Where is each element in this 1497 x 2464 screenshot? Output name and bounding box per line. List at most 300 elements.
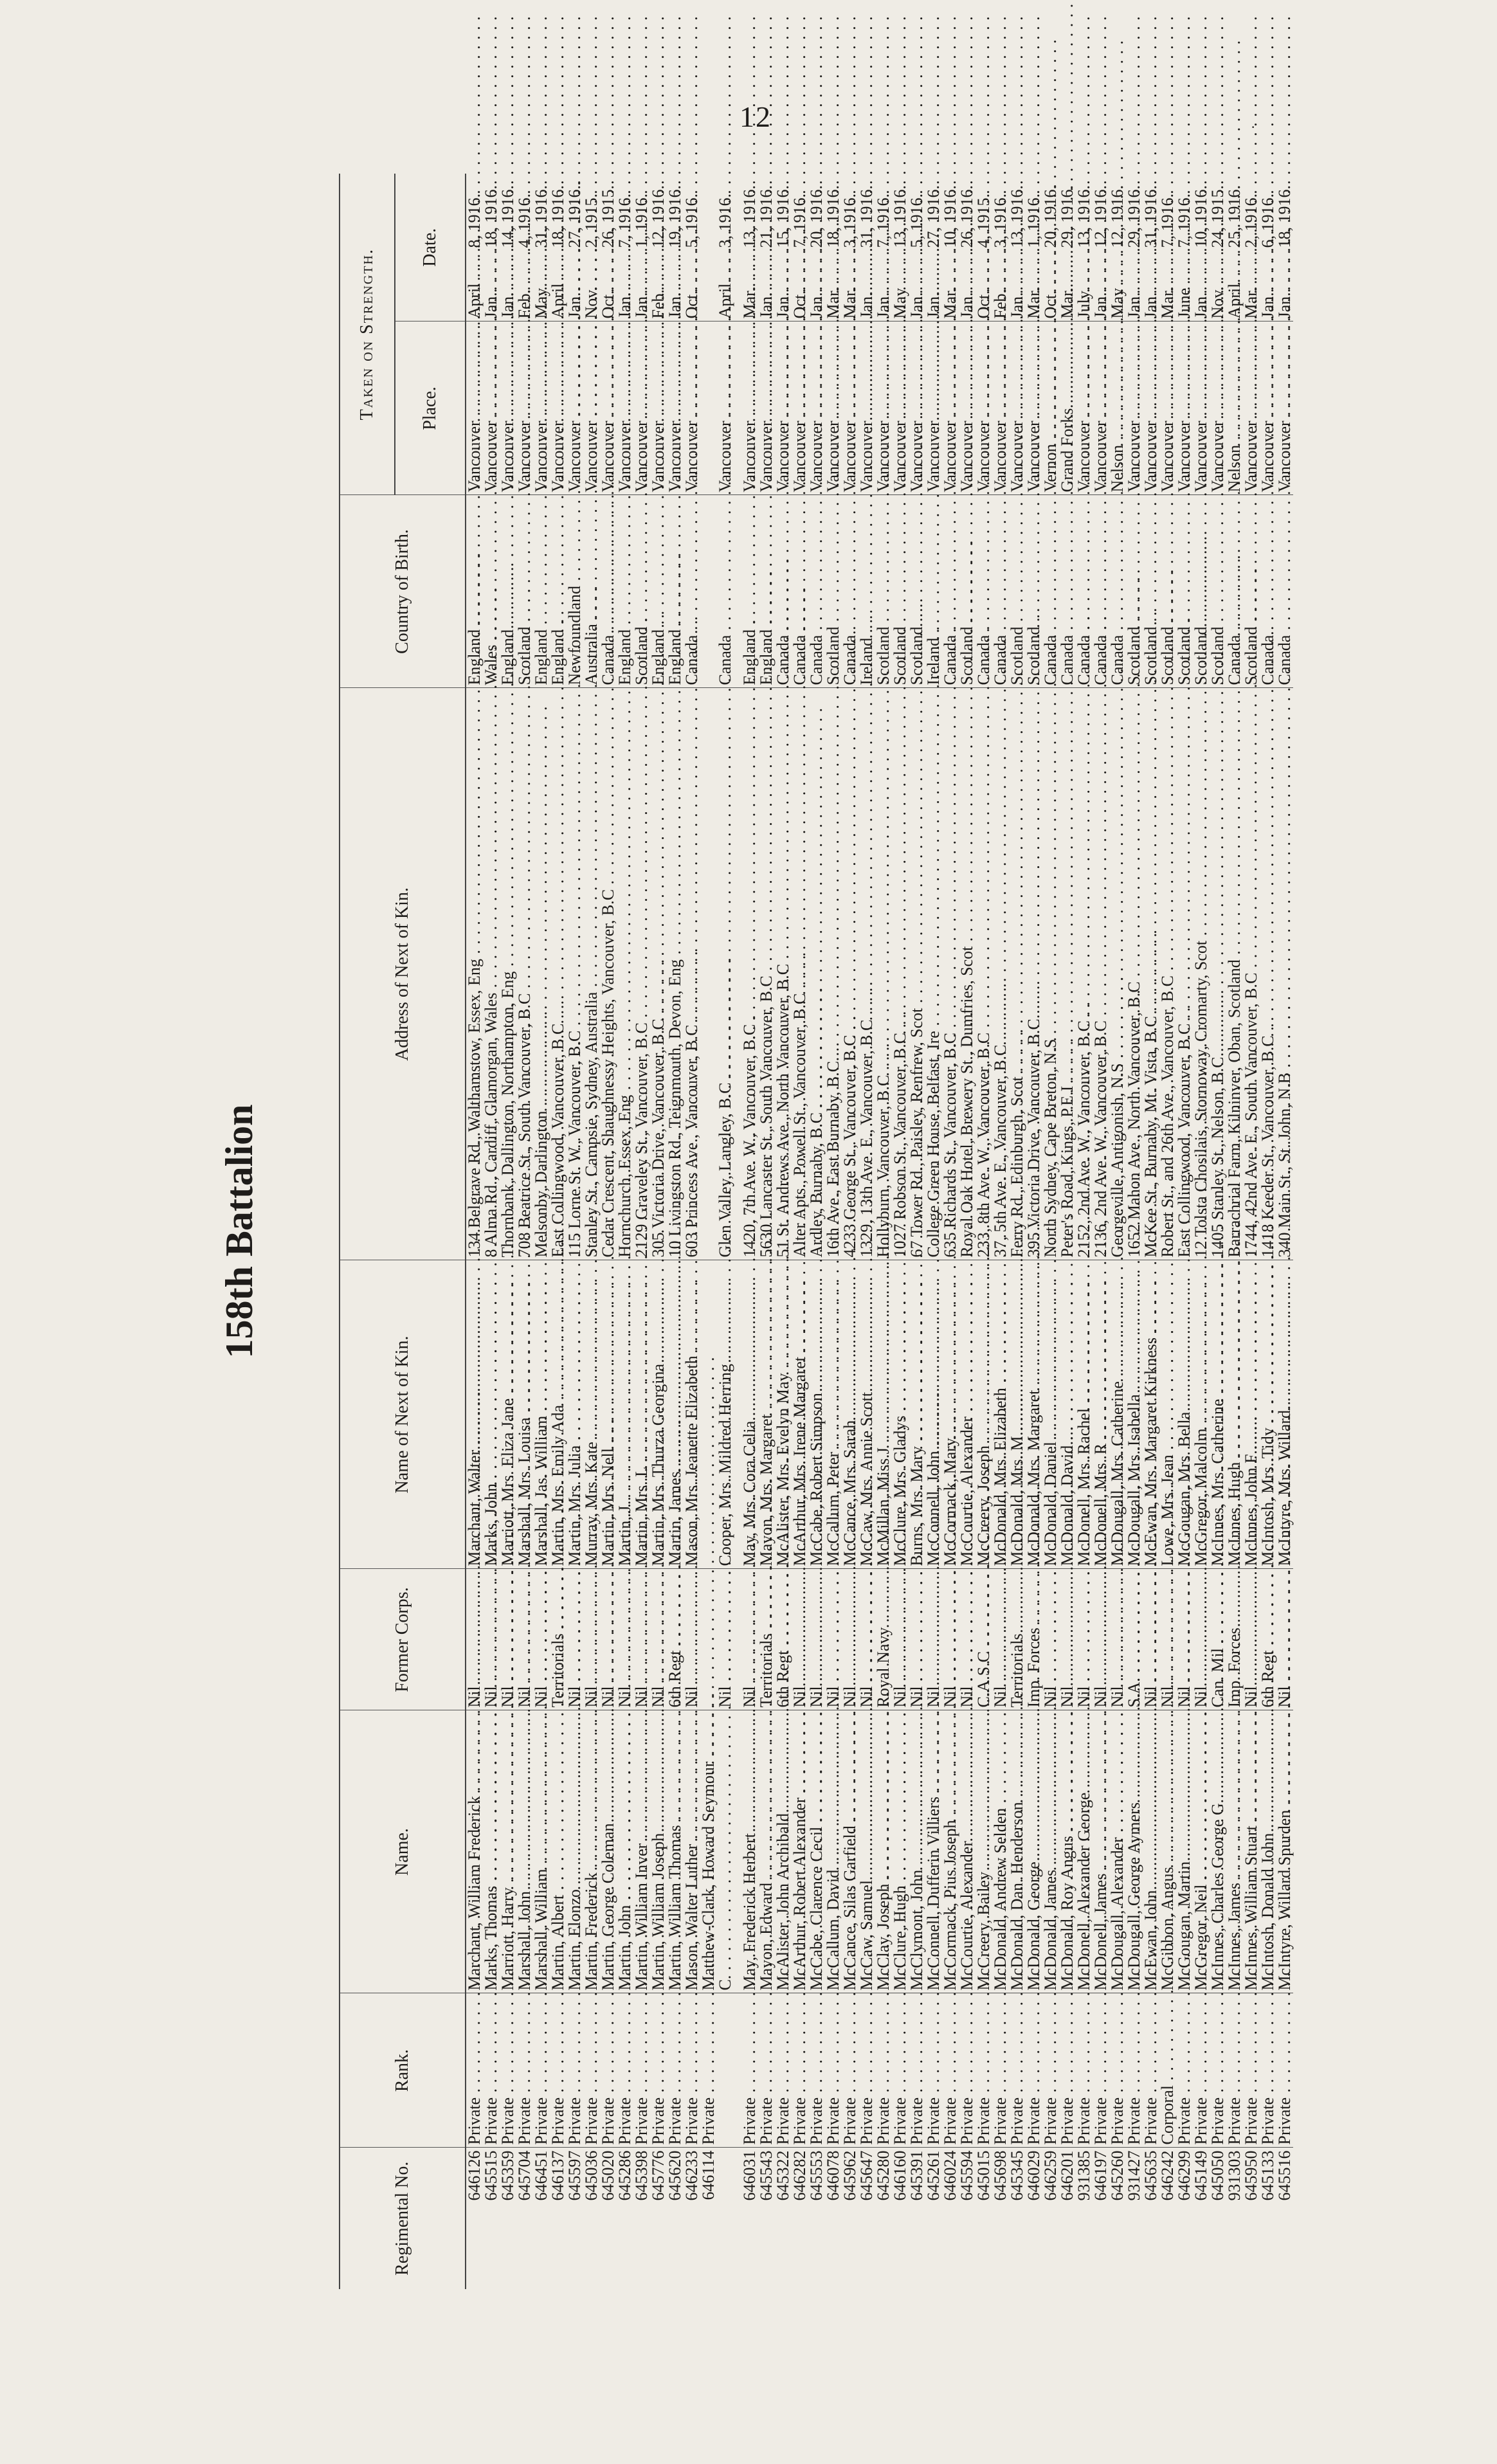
next-of-kin-cell	[717, 1260, 734, 1569]
country-cell-text: Canada . . .	[1108, 230, 1127, 685]
address-cell	[667, 688, 684, 1260]
name-cell-text: Martin, George Coleman . . .	[599, 1418, 617, 1990]
next-of-kin-cell	[650, 1260, 667, 1569]
regimental-no-cell-text: 646114	[699, 2150, 718, 2200]
date-month: Jan.	[666, 292, 684, 319]
place-cell	[858, 322, 875, 495]
rank-cell	[858, 1993, 875, 2148]
former-corps-cell	[550, 1569, 567, 1710]
next-of-kin-cell-text: McInnes, John F . . .	[1242, 1049, 1260, 1566]
table-row	[466, 174, 483, 2289]
rank-cell	[483, 1993, 500, 2148]
date-cell	[1276, 174, 1293, 322]
country-cell-text: Scotland . . .	[1141, 222, 1160, 685]
former-corps-cell	[1193, 1569, 1210, 1710]
stray-mark: ·	[1251, 119, 1256, 135]
former-corps-cell-text: Nil . . .	[857, 1281, 876, 1707]
regimental-no-cell	[650, 2148, 667, 2289]
name-cell-text: McDonald, George . . .	[1024, 1456, 1043, 1990]
place-cell-text: Vancouver . . .	[874, 15, 893, 492]
date-month: Jan.	[615, 292, 634, 319]
regimental-no-cell	[717, 2148, 734, 2289]
name-cell-text: McGregor, Neil . . .	[1192, 1479, 1210, 1990]
date-day-year: 10, 1916.	[1192, 185, 1210, 248]
rank-cell	[959, 1993, 975, 2148]
name-cell	[1193, 1710, 1210, 1993]
name-cell-text: McArthur, Robert Alexander . . .	[790, 1392, 809, 1990]
name-cell	[1226, 1710, 1243, 1993]
place-cell-text: Vancouver . . .	[941, 15, 959, 492]
rank-cell-text: Private . . .	[498, 1692, 517, 2145]
next-of-kin-cell-text: McDonell, Mrs. R . . .	[1091, 1038, 1110, 1566]
next-of-kin-cell-text: McGregor, Malcolm . . .	[1192, 1023, 1210, 1566]
next-of-kin-cell-text: Murray, Mrs. Kate . . .	[582, 1037, 601, 1566]
rank-cell	[684, 1993, 700, 2148]
regimental-no-cell-text: 645020	[599, 2150, 617, 2201]
address-cell-text: Robert St., and 26th Ave., Vancouver, B.C . . .	[1158, 570, 1177, 1258]
address-cell-text: Melsonby, Darlington . . .	[532, 706, 550, 1258]
address-cell-text: North Sydney, Cape Breton, N.S . . .	[1041, 634, 1060, 1258]
place-cell-text: Vancouver . . .	[957, 15, 976, 492]
name-cell	[1143, 1710, 1159, 1993]
country-cell-text: England . . .	[465, 224, 484, 685]
date-day-year: 3, 1916.	[716, 194, 734, 248]
address-cell-text: Hornchurch, Essex, Eng . . .	[615, 690, 634, 1258]
country-cell-text: Scotland . . .	[824, 222, 842, 685]
address-cell	[1176, 688, 1193, 1260]
rank-cell	[667, 1993, 684, 2148]
rank-cell-text: Private . . .	[941, 1692, 959, 2145]
next-of-kin-cell-text: McGougan, Mrs. Bella . . .	[1175, 1007, 1193, 1566]
name-cell-text: McDonell, Alexander George . . .	[1075, 1388, 1093, 1991]
address-cell	[516, 688, 533, 1260]
rank-cell	[717, 1993, 734, 2148]
regimental-no-cell-text: 931303	[1225, 2150, 1244, 2201]
address-cell-text: Ardley, Burnaby, B.C . . .	[807, 707, 826, 1258]
regimental-no-cell-text: 645391	[907, 2150, 926, 2201]
regimental-no-cell	[1009, 2148, 1026, 2289]
place-cell	[550, 322, 567, 495]
table-row	[875, 174, 892, 2289]
address-cell-text: Thornbank, Dallington, Northampton, Eng . . .	[498, 566, 517, 1258]
former-corps-cell-text: Nil . . .	[1175, 1281, 1193, 1707]
regimental-no-cell	[533, 2148, 550, 2289]
former-corps-cell-text: Nil . . .	[649, 1281, 667, 1707]
date-month: Mar.	[941, 287, 959, 319]
regimental-no-cell-text: 645553	[807, 2150, 826, 2201]
next-of-kin-cell-text: McDougall, Mrs. Catherine . . .	[1108, 976, 1127, 1566]
place-cell	[516, 322, 533, 495]
regimental-no-cell-text: 646197	[1091, 2150, 1110, 2201]
address-cell	[1193, 688, 1210, 1260]
address-cell-text: East Collingwood, Vancouver, B.C . . .	[1175, 619, 1193, 1258]
name-cell-text: McClure, Hugh . . .	[891, 1480, 909, 1990]
country-cell-text: Scotland . . .	[1008, 222, 1026, 685]
address-cell	[1143, 688, 1159, 1260]
address-cell-text: College Green House, Belfast, Ire . . .	[924, 626, 943, 1257]
regimental-no-cell-text: 646031	[740, 2150, 759, 2201]
rank-cell-text: Private . . .	[1141, 1692, 1160, 2145]
address-cell-text: 4233 George St., Vancouver, B.C . . .	[840, 630, 859, 1257]
next-of-kin-cell	[975, 1260, 992, 1569]
place-cell-text: Vancouver . . .	[807, 15, 826, 492]
date-cell	[717, 174, 734, 322]
rank-cell-text: Private . . .	[790, 1692, 809, 2145]
date-cell	[875, 174, 892, 322]
address-cell	[500, 688, 516, 1260]
next-of-kin-cell-text: Marshall, Mrs. Louisa . . .	[515, 1012, 534, 1566]
table-row	[808, 174, 825, 2289]
next-of-kin-cell	[1143, 1260, 1159, 1569]
country-cell-text: Canada . . .	[1275, 230, 1294, 685]
name-cell-text: Martin, William Thomas . . .	[666, 1420, 684, 1990]
name-cell	[1026, 1710, 1042, 1993]
former-corps-cell	[1026, 1569, 1042, 1710]
place-cell-text: Vancouver . . .	[1141, 15, 1160, 492]
address-cell-text: East Collingwood, Vancouver, B.C . . .	[549, 619, 567, 1258]
next-of-kin-cell	[483, 1260, 500, 1569]
country-cell	[1059, 495, 1076, 688]
date-cell	[650, 174, 667, 322]
date-cell	[1042, 174, 1059, 322]
country-cell-text: England . . .	[649, 224, 667, 685]
former-corps-cell	[792, 1569, 808, 1710]
next-of-kin-cell-text: McCourtie, Alexander . . .	[957, 1011, 976, 1566]
place-cell	[567, 322, 583, 495]
former-corps-cell	[1126, 1569, 1143, 1710]
country-cell	[1009, 495, 1026, 688]
next-of-kin-cell	[792, 1260, 808, 1569]
place-cell-text: Vancouver . . .	[582, 15, 601, 492]
name-cell-text: McCourtie, Alexander . . .	[957, 1436, 976, 1991]
table-row	[758, 174, 775, 2289]
country-cell	[959, 495, 975, 688]
address-cell	[1059, 688, 1076, 1260]
address-cell-text: 134 Belgrave Rd., Walthamstow, Essex, Eng . . .	[465, 554, 484, 1257]
country-cell-text: England . . .	[498, 224, 517, 685]
date-cell	[1009, 174, 1026, 322]
date-day-year: 27, 1916.	[565, 185, 584, 248]
date-month: Jan.	[1141, 292, 1160, 319]
date-month: Jan.	[1125, 292, 1143, 319]
date-cell	[1176, 174, 1193, 322]
table-row	[942, 174, 959, 2289]
rank-cell	[1042, 1993, 1059, 2148]
regimental-no-cell	[875, 2148, 892, 2289]
rank-cell	[633, 1993, 650, 2148]
date-month: Oct.	[1041, 290, 1060, 319]
name-cell-text: C. . . .	[716, 1570, 734, 1991]
place-cell-text: Vancouver . . .	[1208, 15, 1227, 492]
name-cell-text: McDonald, Roy Angus . . .	[1058, 1431, 1076, 1991]
country-cell-text: Wales . . .	[482, 240, 500, 685]
name-cell	[550, 1710, 567, 1993]
place-cell-text: Vancouver . . .	[649, 15, 667, 492]
country-cell-text: Canada . . .	[991, 230, 1010, 685]
former-corps-cell-text: Nil . . .	[1192, 1281, 1210, 1707]
table-row	[1226, 174, 1243, 2289]
rank-cell-text: Private . . .	[807, 1692, 826, 2145]
regimental-no-cell	[1193, 2148, 1210, 2289]
name-cell	[858, 1710, 875, 1993]
regimental-no-cell-text: 645516	[1275, 2150, 1294, 2201]
country-cell	[1276, 495, 1293, 688]
rank-cell-text: Private . . .	[549, 1692, 567, 2145]
table-row	[583, 174, 600, 2289]
country-cell-text: Newfoundland . . .	[565, 181, 584, 685]
country-cell	[909, 495, 925, 688]
next-of-kin-cell-text: Lowe, Mrs. Jean . . .	[1158, 1049, 1177, 1566]
date-day-year: 3, 1916.	[840, 194, 859, 248]
date-month: Mar.	[1058, 287, 1076, 319]
rank-cell	[1076, 1993, 1093, 2148]
rank-cell	[1143, 1993, 1159, 2148]
rank-cell	[1226, 1993, 1243, 2148]
rank-cell	[550, 1993, 567, 2148]
address-cell-text: Cedar Crescent, Shaughnessy Heights, Vancouver, B.C . . .	[599, 484, 617, 1258]
address-cell-text: 1418 Keeder St., Vancouver, B.C . . .	[1258, 630, 1277, 1257]
address-cell-text: 37, 5th Ave. E., Vancouver, B.C . . .	[991, 640, 1010, 1258]
place-cell-text: Vancouver . . .	[924, 15, 943, 492]
address-cell	[942, 688, 959, 1260]
date-cell	[1159, 174, 1176, 322]
address-cell-text: 1744, 42nd Ave. E., South Vancouver, B.C . . .	[1242, 568, 1260, 1258]
date-cell	[758, 174, 775, 322]
next-of-kin-cell-text: McCormack, Mary . . .	[941, 1033, 959, 1566]
country-cell-text: Canada . . .	[774, 230, 792, 685]
address-cell	[975, 688, 992, 1260]
former-corps-cell-text: Nil . . .	[465, 1281, 484, 1707]
place-cell	[1042, 322, 1059, 495]
next-of-kin-cell-text: McCreery, Joseph . . .	[974, 1040, 993, 1566]
place-cell	[617, 322, 633, 495]
country-cell-text: Scotland . . .	[1158, 222, 1177, 685]
date-cell	[925, 174, 942, 322]
place-cell-text: Vancouver . . .	[1192, 15, 1210, 492]
country-cell	[1076, 495, 1093, 688]
name-cell	[1176, 1710, 1193, 1993]
header-country-of-birth: Country of Birth.	[340, 495, 466, 688]
next-of-kin-cell-text: Mason, Mrs. Jeanette Elizabeth . . .	[682, 950, 701, 1566]
country-cell	[1126, 495, 1143, 688]
table-row	[909, 174, 925, 2289]
name-cell	[775, 1710, 792, 1993]
place-cell	[483, 322, 500, 495]
date-cell	[600, 174, 617, 322]
date-day-year: 26, 1915.	[599, 185, 617, 248]
country-cell-text: Scotland . . .	[1192, 222, 1210, 685]
next-of-kin-cell	[992, 1260, 1009, 1569]
country-cell-text: Ireland . . .	[857, 233, 876, 685]
country-cell	[1143, 495, 1159, 688]
date-month: Jan.	[482, 292, 500, 319]
name-cell	[942, 1710, 959, 1993]
rank-cell	[700, 1993, 717, 2148]
address-cell-text: 635 Richards St., Vancouver, B.C . . .	[941, 628, 959, 1257]
rank-cell-text: Private . . .	[840, 1692, 859, 2145]
next-of-kin-cell	[758, 1260, 775, 1569]
country-cell	[925, 495, 942, 688]
date-month: Jan.	[632, 292, 651, 319]
address-cell-text: McKee St., Burnaby, Mt. Vista, B.C . . .	[1141, 611, 1160, 1257]
name-cell-text: McAlister, John Archibald . . .	[774, 1408, 792, 1991]
place-cell	[600, 322, 617, 495]
regimental-no-cell	[942, 2148, 959, 2289]
rank-cell	[567, 1993, 583, 2148]
name-cell	[959, 1710, 975, 1993]
name-cell-text: McDougall, Alexander . . .	[1108, 1432, 1127, 1990]
name-cell-text: Marchant, William Frederick . . .	[465, 1391, 484, 1990]
name-cell	[533, 1710, 550, 1993]
rank-cell-text: Private . . .	[991, 1692, 1010, 2145]
former-corps-cell	[909, 1569, 925, 1710]
next-of-kin-cell	[1093, 1260, 1109, 1569]
place-cell-text: Vancouver . . .	[774, 15, 792, 492]
country-cell	[808, 495, 825, 688]
regimental-no-cell-text: 645698	[991, 2150, 1010, 2201]
table-row	[516, 174, 533, 2289]
date-month: Jan.	[1275, 292, 1294, 319]
former-corps-cell-text: Nil . . .	[907, 1281, 926, 1707]
name-cell	[500, 1710, 516, 1993]
address-cell	[650, 688, 667, 1260]
rank-cell-text: Private . . .	[1225, 1692, 1244, 2145]
next-of-kin-cell-text: Marshall, Jas. William . . .	[532, 1011, 550, 1566]
country-cell	[533, 495, 550, 688]
address-cell	[925, 688, 942, 1260]
country-cell-text: Canada . . .	[599, 230, 617, 685]
next-of-kin-cell	[875, 1260, 892, 1569]
former-corps-cell	[1159, 1569, 1176, 1710]
rank-cell-text: Private . . .	[666, 1692, 684, 2145]
address-cell-text: 8 Alma Rd., Cardiff, Glamorgan, Wales . . .	[482, 588, 500, 1258]
date-month: Oct.	[682, 290, 701, 319]
former-corps-cell	[1226, 1569, 1243, 1710]
rank-cell	[500, 1993, 516, 2148]
date-cell	[1143, 174, 1159, 322]
date-day-year: 7, 1916.	[874, 194, 893, 248]
address-cell	[1109, 688, 1126, 1260]
date-month: Jan.	[1008, 292, 1026, 319]
rank-cell-text: Private . . .	[907, 1692, 926, 2145]
next-of-kin-cell-text: Marks, John . . .	[482, 1078, 500, 1566]
date-day-year: 31, 1916.	[1141, 185, 1160, 248]
table-row	[617, 174, 633, 2289]
next-of-kin-cell-text: McIntyre, Mrs. Willard . . .	[1275, 1005, 1294, 1566]
date-day-year: 12, 1916.	[1108, 185, 1127, 248]
date-day-year: 25, 1916.	[1225, 185, 1244, 248]
regimental-no-cell	[1143, 2148, 1159, 2289]
name-cell-text: Matthew-Clark, Howard Seymour . . .	[699, 1357, 718, 1991]
name-cell-text: McInnes, James . . .	[1225, 1478, 1244, 1991]
regimental-no-cell-text: 645359	[498, 2150, 517, 2201]
country-cell	[650, 495, 667, 688]
country-cell	[1159, 495, 1176, 688]
former-corps-cell-text: Nil . . .	[790, 1281, 809, 1707]
country-cell	[842, 495, 858, 688]
rank-cell	[758, 1993, 775, 2148]
place-cell-text: Vancouver . . .	[465, 15, 484, 492]
place-cell-text: Vernon . . .	[1041, 39, 1060, 492]
name-cell	[909, 1710, 925, 1993]
name-cell-text: Martin, Albert . . .	[549, 1490, 567, 1991]
regimental-no-cell-text: 645704	[515, 2150, 534, 2201]
name-cell	[758, 1710, 775, 1993]
next-of-kin-cell	[1009, 1260, 1026, 1569]
country-cell	[758, 495, 775, 688]
former-corps-cell-text: Can. Mil . . .	[1208, 1243, 1227, 1707]
next-of-kin-cell	[909, 1260, 925, 1569]
next-of-kin-cell	[825, 1260, 842, 1569]
date-cell	[1109, 174, 1126, 322]
rank-cell-text: Private . . .	[465, 1692, 484, 2145]
rank-cell	[892, 1993, 909, 2148]
name-cell-text: Marks, Thomas . . .	[482, 1481, 500, 1991]
header-next-of-kin: Name of Next of Kin.	[340, 1260, 466, 1569]
place-cell	[1009, 322, 1026, 495]
date-month: Jan.	[907, 292, 926, 319]
name-cell-text: McCance, Silas Garfield . . .	[840, 1420, 859, 1990]
name-cell-text: Mayon, Edward . . .	[757, 1478, 776, 1991]
regimental-no-cell	[700, 2148, 717, 2289]
table-row	[1276, 174, 1293, 2289]
header-date: Date.	[395, 174, 466, 322]
date-day-year: 6, 1916.	[1258, 194, 1277, 248]
place-cell-text: Vancouver . . .	[498, 15, 517, 492]
next-of-kin-cell-text: McMillan, Miss J . . .	[874, 1042, 893, 1566]
date-month: Mar.	[824, 287, 842, 319]
next-of-kin-cell-text: McIntosh, Mrs. Tidy . . .	[1258, 1022, 1277, 1566]
address-cell-text: 2152, 2nd Ave. W., Vancouver, B.C . . .	[1075, 615, 1093, 1257]
next-of-kin-cell-text: McDonald, David . . .	[1058, 1040, 1076, 1566]
address-cell-text: 305 Victoria Drive, Vancouver, B.C . . .	[649, 613, 667, 1257]
date-day-year: 13, 1916.	[1075, 185, 1093, 248]
country-cell	[775, 495, 792, 688]
header-address: Address of Next of Kin.	[340, 688, 466, 1260]
table-row	[775, 174, 792, 2289]
date-day-year: 12, 1916.	[649, 185, 667, 248]
table-row	[1143, 174, 1159, 2289]
name-cell	[1276, 1710, 1293, 1993]
former-corps-cell	[1042, 1569, 1059, 1710]
name-cell	[792, 1710, 808, 1993]
former-corps-cell	[992, 1569, 1009, 1710]
date-month: Jan.	[498, 292, 517, 319]
place-cell	[500, 322, 516, 495]
address-cell-text: 67 Tower Rd., Paisley, Renfrew, Scot . . .	[907, 603, 926, 1258]
name-cell-text: McIntosh, Donald John . . .	[1258, 1428, 1277, 1991]
name-cell-text: Martin, Frederick . . .	[582, 1467, 601, 1990]
regimental-no-cell-text: 646137	[549, 2150, 567, 2201]
name-cell	[600, 1710, 617, 1993]
place-cell	[1176, 322, 1193, 495]
former-corps-cell-text: Nil . . .	[1108, 1281, 1127, 1707]
rank-cell	[942, 1993, 959, 2148]
rank-cell	[600, 1993, 617, 2148]
place-cell	[1260, 322, 1276, 495]
date-cell	[892, 174, 909, 322]
place-cell	[717, 322, 734, 495]
former-corps-cell	[975, 1569, 992, 1710]
place-cell	[1226, 322, 1243, 495]
address-cell-text: Georgeville, Antigonish, N.S . . .	[1108, 658, 1127, 1257]
former-corps-cell-text: C.A.S.C . . .	[974, 1246, 993, 1707]
address-cell	[1093, 688, 1109, 1260]
former-corps-cell-text: Nil . . .	[482, 1281, 500, 1707]
name-cell	[1210, 1710, 1226, 1993]
place-cell-text: Vancouver . . .	[515, 15, 534, 492]
name-cell	[516, 1710, 533, 1993]
